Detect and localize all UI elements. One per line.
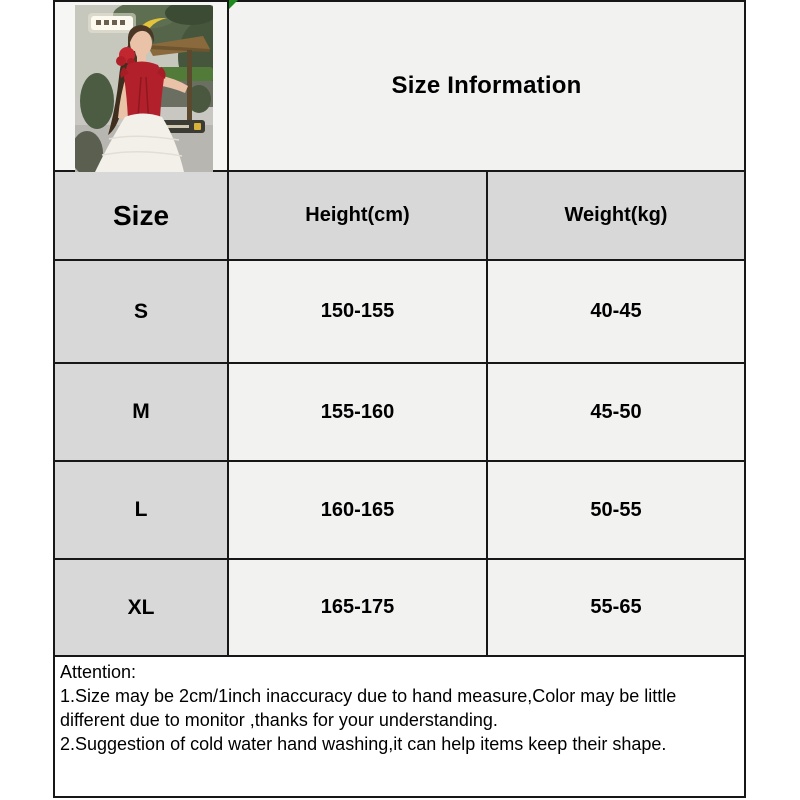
weight-cell-m: 45-50 (488, 364, 744, 462)
attention-label: Attention: (60, 662, 137, 682)
size-cell-l: L (55, 462, 229, 560)
lightbox-sign (88, 13, 136, 33)
weight-cell-l: 50-55 (488, 462, 744, 560)
size-cell-m: M (55, 364, 229, 462)
attention-note-1: 1.Size may be 2cm/1inch inaccuracy due to hand measure,Color may be little different due to monitor ,thanks for your understanding. (60, 686, 677, 730)
column-header-size: Size (55, 172, 229, 261)
green-corner-marker (229, 0, 238, 9)
height-cell-s: 150-155 (229, 261, 488, 364)
weight-cell-xl: 55-65 (488, 560, 744, 657)
attention-note-2: 2.Suggestion of cold water hand washing,it can help items keep their shape. (60, 734, 667, 754)
height-cell-xl: 165-175 (229, 560, 488, 657)
height-cell-m: 155-160 (229, 364, 488, 462)
column-header-height: Height(cm) (229, 172, 488, 261)
column-header-weight: Weight(kg) (488, 172, 744, 261)
height-cell-l: 160-165 (229, 462, 488, 560)
weight-cell-s: 40-45 (488, 261, 744, 364)
page-title: Size Information (229, 2, 744, 172)
size-cell-s: S (55, 261, 229, 364)
attention-section (55, 657, 744, 796)
size-information-table (53, 0, 746, 798)
product-photo-cell (55, 2, 229, 172)
size-cell-xl: XL (55, 560, 229, 657)
product-photo (75, 5, 213, 172)
